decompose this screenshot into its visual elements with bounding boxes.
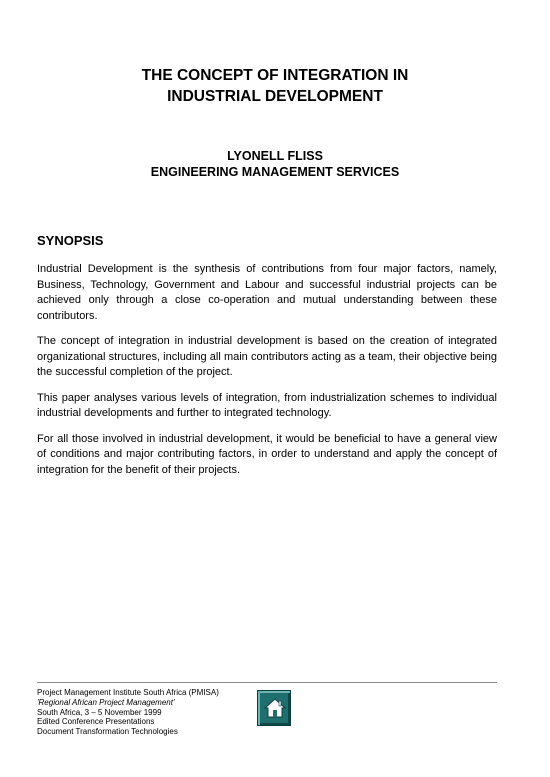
footer-publisher: Document Transformation Technologies	[37, 727, 178, 737]
footer-edition: Edited Conference Presentations	[37, 717, 155, 727]
synopsis-paragraph-2: The concept of integration in industrial development is based on the creation of integrated organizational structures, including all main contributors acting as a team, their objective being the successful completion of the project.	[37, 335, 497, 378]
author-block	[0, 148, 550, 180]
paper-title	[0, 65, 550, 107]
author-name: LYONELL FLISS	[227, 149, 323, 163]
home-button[interactable]	[257, 690, 291, 726]
footer-organization: Project Management Institute South Africa (PMISA)	[37, 688, 219, 697]
synopsis-body	[37, 262, 497, 488]
home-icon	[264, 697, 286, 719]
synopsis-paragraph-3: This paper analyses various levels of integration, from industrialization schemes to individual industrial developments and further to integrated technology.	[37, 391, 497, 419]
paper-title-line-2: INDUSTRIAL DEVELOPMENT	[167, 88, 383, 105]
synopsis-paragraph-1: Industrial Development is the synthesis of contributions from four major factors, namely, Business, Technology, Government and Labour and successful industrial projects can be achieved only through a close co-operation and mutual understanding between these contributors.	[37, 263, 497, 322]
synopsis-heading: SYNOPSIS	[37, 233, 104, 248]
author-affiliation: ENGINEERING MANAGEMENT SERVICES	[150, 165, 400, 179]
synopsis-paragraph-4: For all those involved in industrial development, it would be beneficial to have a general view of conditions and major contributing factors, in order to understand and apply the concept of integration for the benefit of their projects.	[37, 432, 497, 476]
footer-conference-title: 'Regional African Project Management'	[37, 697, 175, 707]
paper-title-line-1: THE CONCEPT OF INTEGRATION IN	[141, 67, 409, 84]
footer-location-date: South Africa, 3 – 5 November 1999	[37, 707, 162, 717]
footer-divider	[37, 682, 497, 683]
footer-info	[37, 688, 219, 737]
